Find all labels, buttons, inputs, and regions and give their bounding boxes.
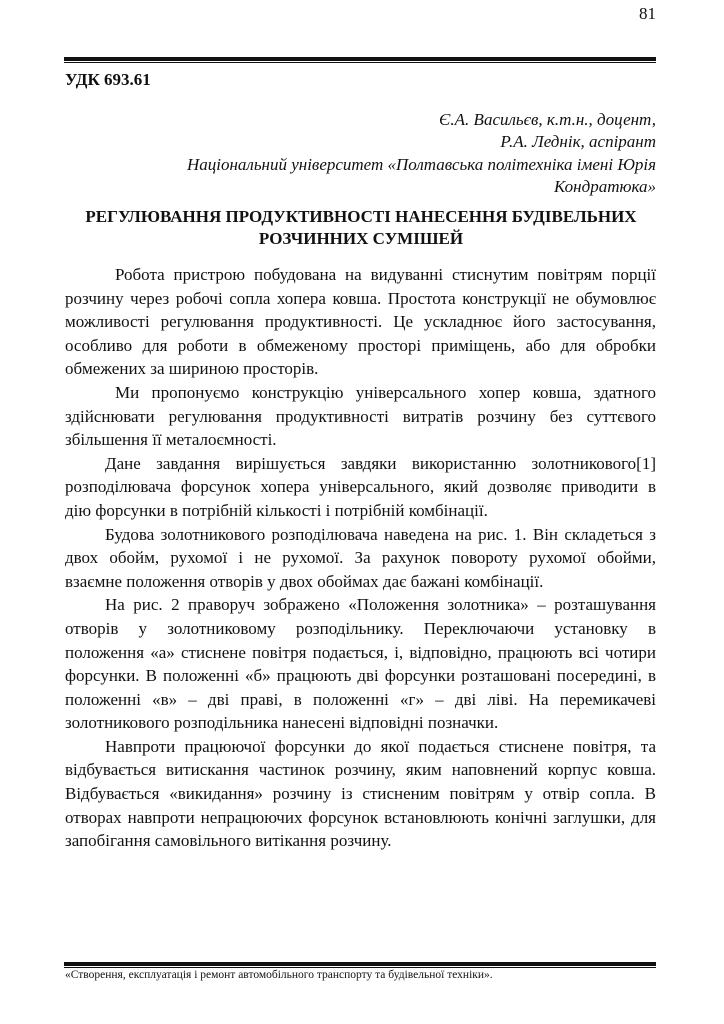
text-line: На рис. 2 праворуч зображено «Положення золотника» – розташування — [105, 595, 656, 615]
footer-rule — [64, 962, 656, 968]
text-line: розподілювача форсунок хопера універсального, який дозволяє приводити в — [65, 477, 656, 497]
authors-block — [96, 109, 656, 198]
title-line: РЕГУЛЮВАННЯ ПРОДУКТИВНОСТІ НАНЕСЕННЯ БУДІВЕЛЬНИХ — [85, 207, 637, 226]
text-line: двох обойм, рухомої і не рухомої. За рахунок повороту рухомої обойми, — [65, 548, 656, 568]
author-1: Є.А. Васильєв, к.т.н., доцент, — [439, 110, 656, 129]
text-line: збільшення її металоємності. — [65, 430, 277, 450]
text-line: Робота пристрою побудована на видуванні стиснутим повітрям порції — [115, 265, 656, 284]
article-title — [65, 206, 657, 249]
author-2: Р.А. Леднік, аспірант — [500, 132, 656, 152]
article-body — [65, 263, 656, 853]
text-line: запобігання самовільного витікання розчину. — [65, 831, 392, 851]
text-line: отворах навпроти непрацюючих форсунок встановлюють конічні заглушки, для — [65, 807, 656, 827]
text-line: положення «а» стиснене повітря подається, і, відповідно, працюють всі чотири — [65, 642, 656, 662]
text-line: золотникового розподільника нанесені відповідні позначки. — [65, 713, 499, 733]
text-line: Навпроти працюючої форсунки до якої подається стиснене повітря, та — [105, 736, 656, 756]
text-line: отворів у золотниковому розподільнику. Переключаючи установку в — [65, 618, 656, 638]
affiliation: Національний університет «Полтавська політехніка імені Юрія — [186, 154, 656, 174]
journal-footer: «Створення, експлуатація і ремонт автомобільного транспорту та будівельної техніки». — [65, 969, 493, 981]
paragraph — [65, 735, 656, 853]
text-line: відбувається витискання частинок розчину, яким наповнений корпус ковша. — [65, 760, 656, 780]
text-line: Дане завдання вирішується завдяки використанню золотникового[1] — [105, 453, 656, 473]
paragraph — [65, 523, 656, 594]
text-line: дію форсунки в потрібній кількості і потрібній комбінації. — [65, 500, 488, 520]
header-rule — [64, 57, 656, 63]
title-line: РОЗЧИННИХ СУМІШЕЙ — [258, 228, 464, 248]
text-line: можливості регулювання продуктивності. Це ускладнює його застосування, — [65, 312, 656, 332]
text-line: обмежених за шириною просторів. — [65, 359, 319, 379]
text-line: форсунки. В положенні «б» працюють дві форсунки розташовані посередині, в — [65, 666, 656, 686]
page-number: 81 — [639, 4, 656, 23]
paragraph — [65, 263, 656, 381]
udk-code: УДК 693.61 — [65, 70, 151, 89]
text-line: взаємне положення отворів у двох обоймах дає бажані комбінації. — [65, 571, 544, 591]
text-line: Ми пропонуємо конструкцію універсального хопер ковша, здатного — [115, 382, 656, 402]
paragraph — [65, 593, 656, 735]
affiliation-cont: Кондратюка» — [554, 176, 656, 196]
paragraph — [65, 381, 656, 452]
text-line: розчину через робочі сопла хопера ковша. Простота конструкції не обумовлює — [65, 288, 656, 308]
text-line: положенні «в» – дві праві, в положенні «г» – дві ліві. На перемикачеві — [65, 689, 656, 709]
text-line: Будова золотникового розподілювача наведена на рис. 1. Він складеться з — [105, 524, 656, 544]
text-line: особливо для роботи в обмеженому просторі приміщень, або для обробки — [65, 335, 656, 355]
text-line: здійснювати регулювання продуктивності витратів розчину без суттєвого — [65, 406, 656, 426]
text-line: Відбувається «викидання» розчину із стисненим повітрям у отвір сопла. В — [65, 784, 656, 804]
paragraph — [65, 452, 656, 523]
